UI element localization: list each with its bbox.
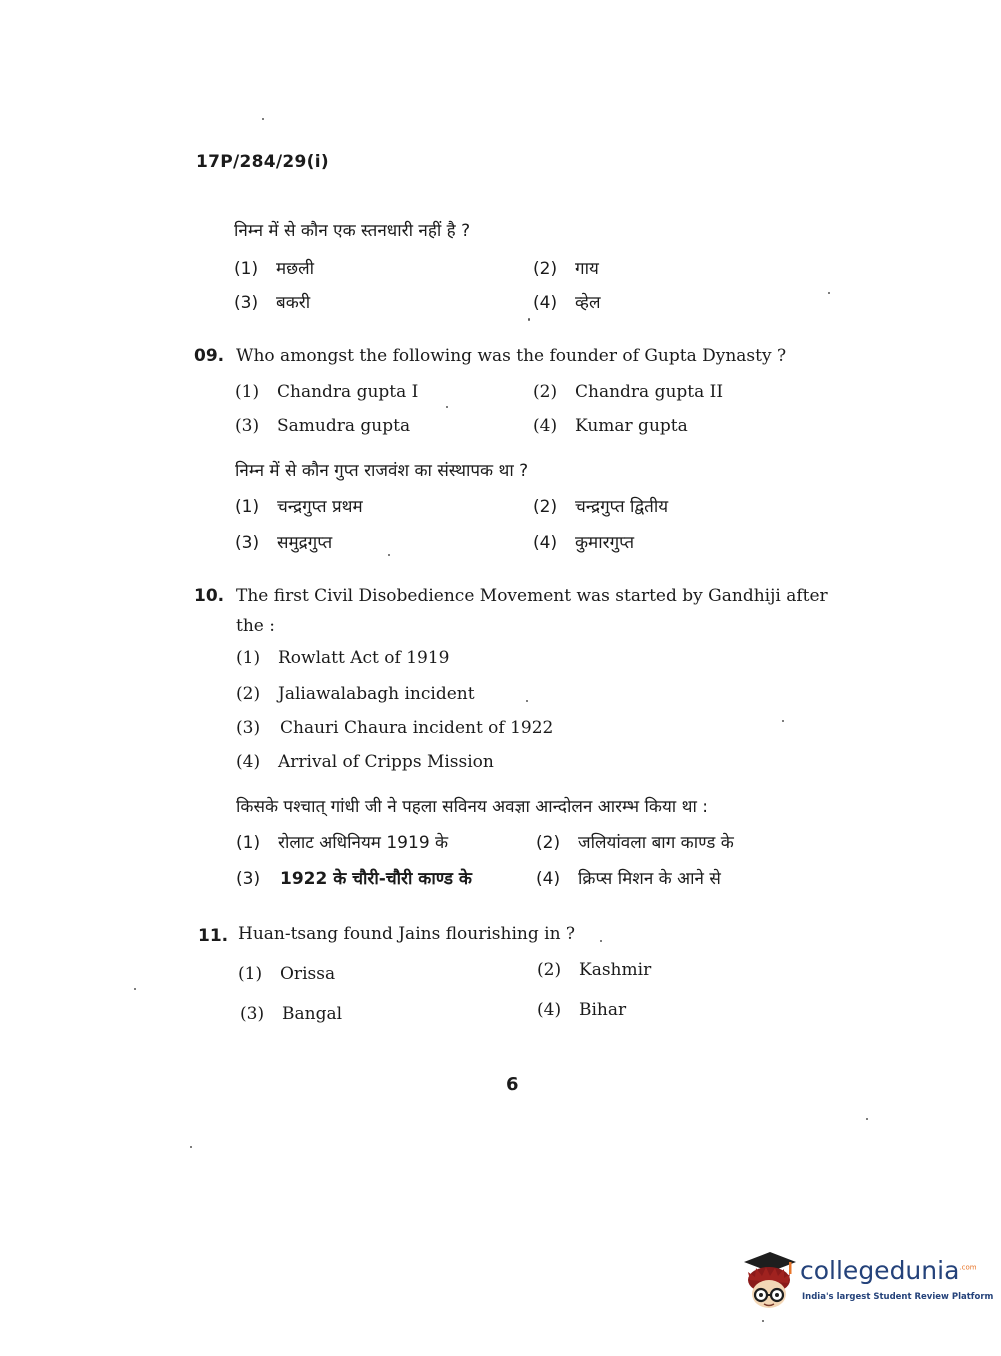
scan-speck [262, 118, 264, 120]
scan-speck [600, 940, 602, 942]
mascot-icon [742, 1250, 798, 1312]
logo-tagline: India's largest Student Review Platform [802, 1292, 994, 1302]
q11-option-1: (1) Orissa [238, 964, 336, 984]
q8-option-3: (3) बकरी [234, 293, 311, 313]
q10-hindi-question: किसके पश्चात् गांधी जी ने पहला सविनय अवज्ञा आन्दोलन आरम्भ किया था : [236, 797, 709, 817]
q8-option-2: (2) गाय [533, 259, 599, 279]
q11-option-4: (4) Bihar [537, 1000, 627, 1020]
q9-hindi-option-3: (3) समुद्रगुप्त [235, 533, 333, 553]
q9-hindi-question: निम्न में से कौन गुप्त राजवंश का संस्थापक था ? [235, 461, 529, 481]
q9-option-3: (3) Samudra gupta [235, 416, 411, 436]
scan-speck [528, 318, 530, 321]
paper-code: 17P/284/29(i) [196, 152, 329, 172]
q10-option-1: (1) Rowlatt Act of 1919 [236, 648, 450, 668]
q11-question: Huan-tsang found Jains flourishing in ? [238, 924, 576, 944]
q10-option-2: (2) Jaliawalabagh incident [236, 684, 475, 704]
q9-option-4: (4) Kumar gupta [533, 416, 688, 436]
page-number: 6 [506, 1074, 519, 1095]
q9-option-1: (1) Chandra gupta I [235, 382, 419, 402]
q10-hindi-option-4: (4) क्रिप्स मिशन के आने से [536, 869, 721, 889]
q10-option-3: (3) Chauri Chaura incident of 1922 [236, 718, 554, 738]
scan-speck [762, 1320, 764, 1322]
q8-option-4: (4) व्हेल [533, 293, 601, 313]
collegedunia-logo [742, 1250, 994, 1312]
scan-speck [134, 988, 136, 990]
q9-hindi-option-2: (2) चन्द्रगुप्त द्वितीय [533, 497, 669, 517]
q11-option-3: (3) Bangal [240, 1004, 343, 1024]
q9-hindi-option-1: (1) चन्द्रगुप्त प्रथम [235, 497, 363, 517]
q9-hindi-option-4: (4) कुमारगुप्त [533, 533, 635, 553]
scan-speck [866, 1118, 868, 1120]
q10-question-line1: The first Civil Disobedience Movement was started by Gandhiji after [236, 586, 828, 606]
q10-hindi-option-2: (2) जलियांवला बाग काण्ड के [536, 833, 734, 853]
q10-option-4: (4) Arrival of Cripps Mission [236, 752, 494, 772]
q8-option-1: (1) मछली [234, 259, 315, 279]
scan-speck [782, 720, 784, 722]
scan-speck [446, 406, 448, 408]
scan-speck [388, 554, 390, 556]
logo-wordmark: collegedunia$^{.com}$ [800, 1256, 977, 1285]
q10-number: 10. [194, 586, 225, 606]
q10-hindi-option-3: (3) 1922 के चौरी-चौरी काण्ड के [236, 869, 472, 889]
q8-hindi-question: निम्न में से कौन एक स्तनधारी नहीं है ? [234, 221, 471, 241]
q9-number: 09. [194, 346, 225, 366]
q10-hindi-option-1: (1) रोलाट अधिनियम 1919 के [236, 833, 449, 853]
scan-speck [190, 1146, 192, 1148]
q11-number: 11. [198, 926, 229, 946]
q9-option-2: (2) Chandra gupta II [533, 382, 724, 402]
q10-question-line2: the : [236, 616, 275, 636]
scan-speck [526, 700, 528, 702]
q11-option-2: (2) Kashmir [537, 960, 652, 980]
q9-question: Who amongst the following was the founder of Gupta Dynasty ? [236, 346, 787, 366]
scan-speck [828, 292, 830, 294]
